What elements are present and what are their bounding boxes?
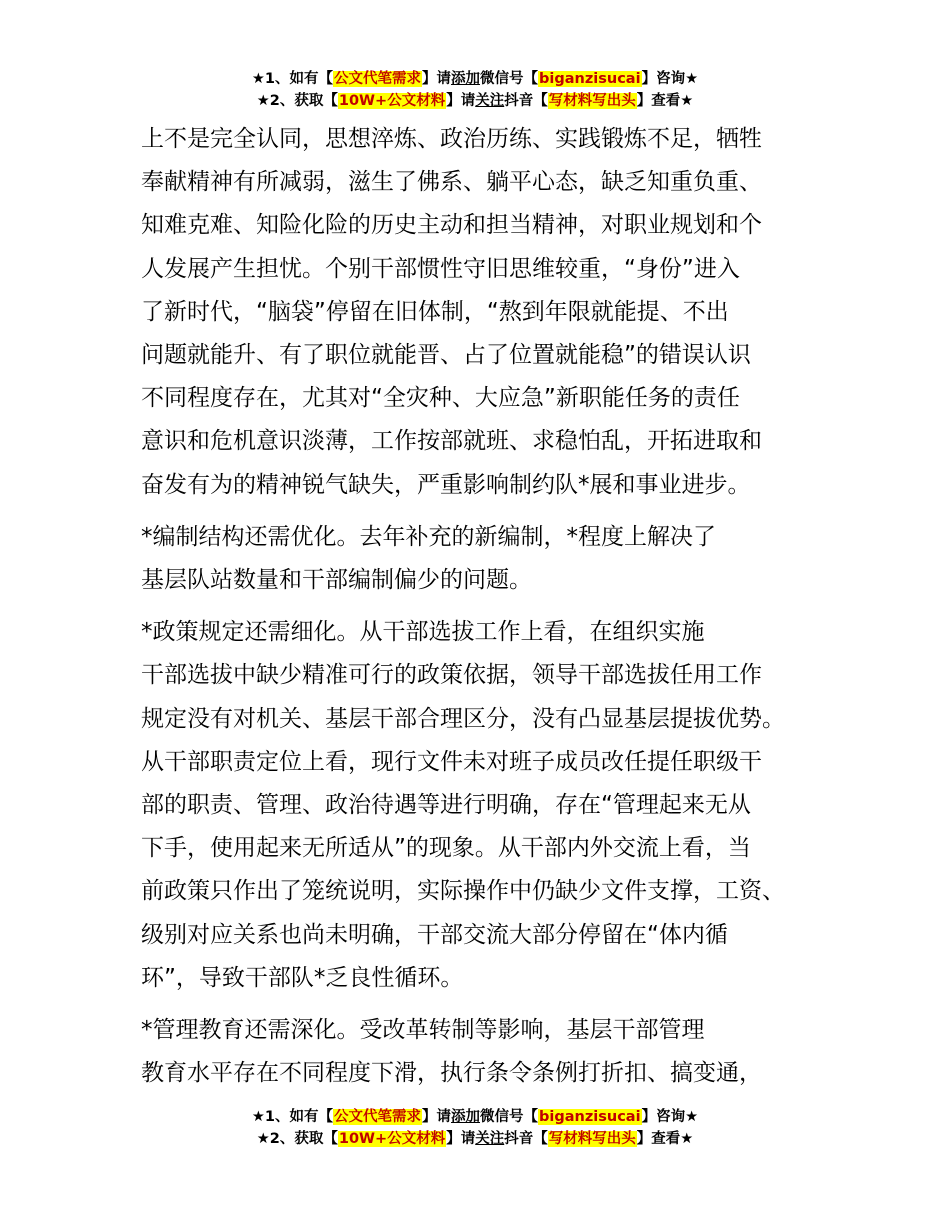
paragraph-gap xyxy=(141,507,826,516)
body-text-line: 下手，使用起来无所适从”的现象。从干部内外交流上看，当 xyxy=(141,835,751,862)
underlined-text: 添加 xyxy=(451,1109,481,1125)
banner-line-2 xyxy=(0,90,950,112)
banner-text: 】请 xyxy=(422,1109,452,1125)
banner-text: 】咨询★ xyxy=(641,1109,699,1125)
body-text-line: 知难克难、知险化险的历史主动和担当精神，对职业规划和个 xyxy=(141,212,762,239)
header-banner xyxy=(0,68,950,112)
highlight-materials: 10W+公文材料 xyxy=(338,1131,446,1147)
banner-text: ★1、如有【 xyxy=(251,71,334,87)
underlined-text: 添加 xyxy=(451,71,481,87)
banner-text: 抖音【 xyxy=(504,1131,548,1147)
body-text-line: 教育水平存在不同程度下滑，执行条令条例打折扣、搞变通， xyxy=(141,1060,762,1087)
body-text-line: 人发展产生担忧。个别干部惯性守旧思维较重，“身份”进入 xyxy=(141,255,740,282)
body-text-line: 级别对应关系也尚未明确，干部交流大部分停留在“体内循 xyxy=(141,921,728,948)
body-text-line: 规定没有对机关、基层干部合理区分，没有凸显基层提拔优势。 xyxy=(141,705,785,732)
body-text-line: 意识和危机意识淡薄，工作按部就班、求稳怕乱，开拓进取和 xyxy=(141,428,762,455)
body-text-line: 前政策只作出了笼统说明，实际操作中仍缺少文件支撑，工资、 xyxy=(141,878,785,905)
highlight-service: 公文代笔需求 xyxy=(334,1109,422,1125)
body-text-line: 问题就能升、有了职位就能晋、占了位置就能稳”的错误认识 xyxy=(141,342,751,369)
banner-text: ★2、获取【 xyxy=(256,1131,338,1147)
body-text-line: 了新时代，“脑袋”停留在旧体制，“熬到年限就能提、不出 xyxy=(141,298,729,325)
body-text-line: 基层队站数量和干部编制偏少的问题。 xyxy=(141,567,532,594)
banner-text: 】请 xyxy=(446,1131,476,1147)
highlight-wechat-id: biganzisucai xyxy=(539,71,641,87)
banner-text: 】咨询★ xyxy=(641,71,699,87)
banner-text: 】查看★ xyxy=(636,93,694,109)
body-text-line: 不同程度存在，尤其对“全灾种、大应急”新职能任务的责任 xyxy=(141,385,740,412)
body-text-line: *编制结构还需优化。去年补充的新编制，*程度上解决了 xyxy=(141,523,716,550)
highlight-materials: 10W+公文材料 xyxy=(338,93,446,109)
body-text-line: 上不是完全认同，思想淬炼、政治历练、实践锻炼不足，牺牲 xyxy=(141,126,762,152)
highlight-wechat-id: biganzisucai xyxy=(539,1109,641,1125)
banner-line-2 xyxy=(0,1128,950,1150)
banner-text: 抖音【 xyxy=(504,93,548,109)
body-text-line: 干部选拔中缺少精准可行的政策依据，领导干部选拔任用工作 xyxy=(141,662,762,689)
body-text-line: 部的职责、管理、政治待遇等进行明确，存在“管理起来无从 xyxy=(141,792,751,819)
underlined-text: 关注 xyxy=(475,1131,505,1147)
paragraph-gap xyxy=(141,1000,826,1009)
paragraph-gap xyxy=(141,602,826,611)
body-text-line: 奋发有为的精神锐气缺失，严重影响制约队*展和事业进步。 xyxy=(141,471,751,498)
banner-text: ★2、获取【 xyxy=(256,93,338,109)
banner-line-1 xyxy=(0,68,950,90)
banner-line-1 xyxy=(0,1106,950,1128)
document-body xyxy=(141,118,826,1095)
banner-text: 】请 xyxy=(446,93,476,109)
banner-text: 微信号【 xyxy=(480,1109,539,1125)
banner-text: 微信号【 xyxy=(480,71,539,87)
highlight-douyin-account: 写材料写出头 xyxy=(548,1131,636,1147)
body-text-line: 环”，导致干部队*乏良性循环。 xyxy=(141,964,464,991)
banner-text: ★1、如有【 xyxy=(251,1109,334,1125)
banner-text: 】查看★ xyxy=(636,1131,694,1147)
body-text-line: 奉献精神有所减弱，滋生了佛系、躺平心态，缺乏知重负重、 xyxy=(141,169,762,196)
banner-text: 】请 xyxy=(422,71,452,87)
body-text-line: 从干部职责定位上看，现行文件未对班子成员改任提任职级干 xyxy=(141,748,762,775)
highlight-service: 公文代笔需求 xyxy=(334,71,422,87)
footer-banner xyxy=(0,1106,950,1150)
body-text-line: *管理教育还需深化。受改革转制等影响，基层干部管理 xyxy=(141,1017,705,1044)
highlight-douyin-account: 写材料写出头 xyxy=(548,93,636,109)
body-text-line: *政策规定还需细化。从干部选拔工作上看，在组织实施 xyxy=(141,619,705,646)
underlined-text: 关注 xyxy=(475,93,505,109)
